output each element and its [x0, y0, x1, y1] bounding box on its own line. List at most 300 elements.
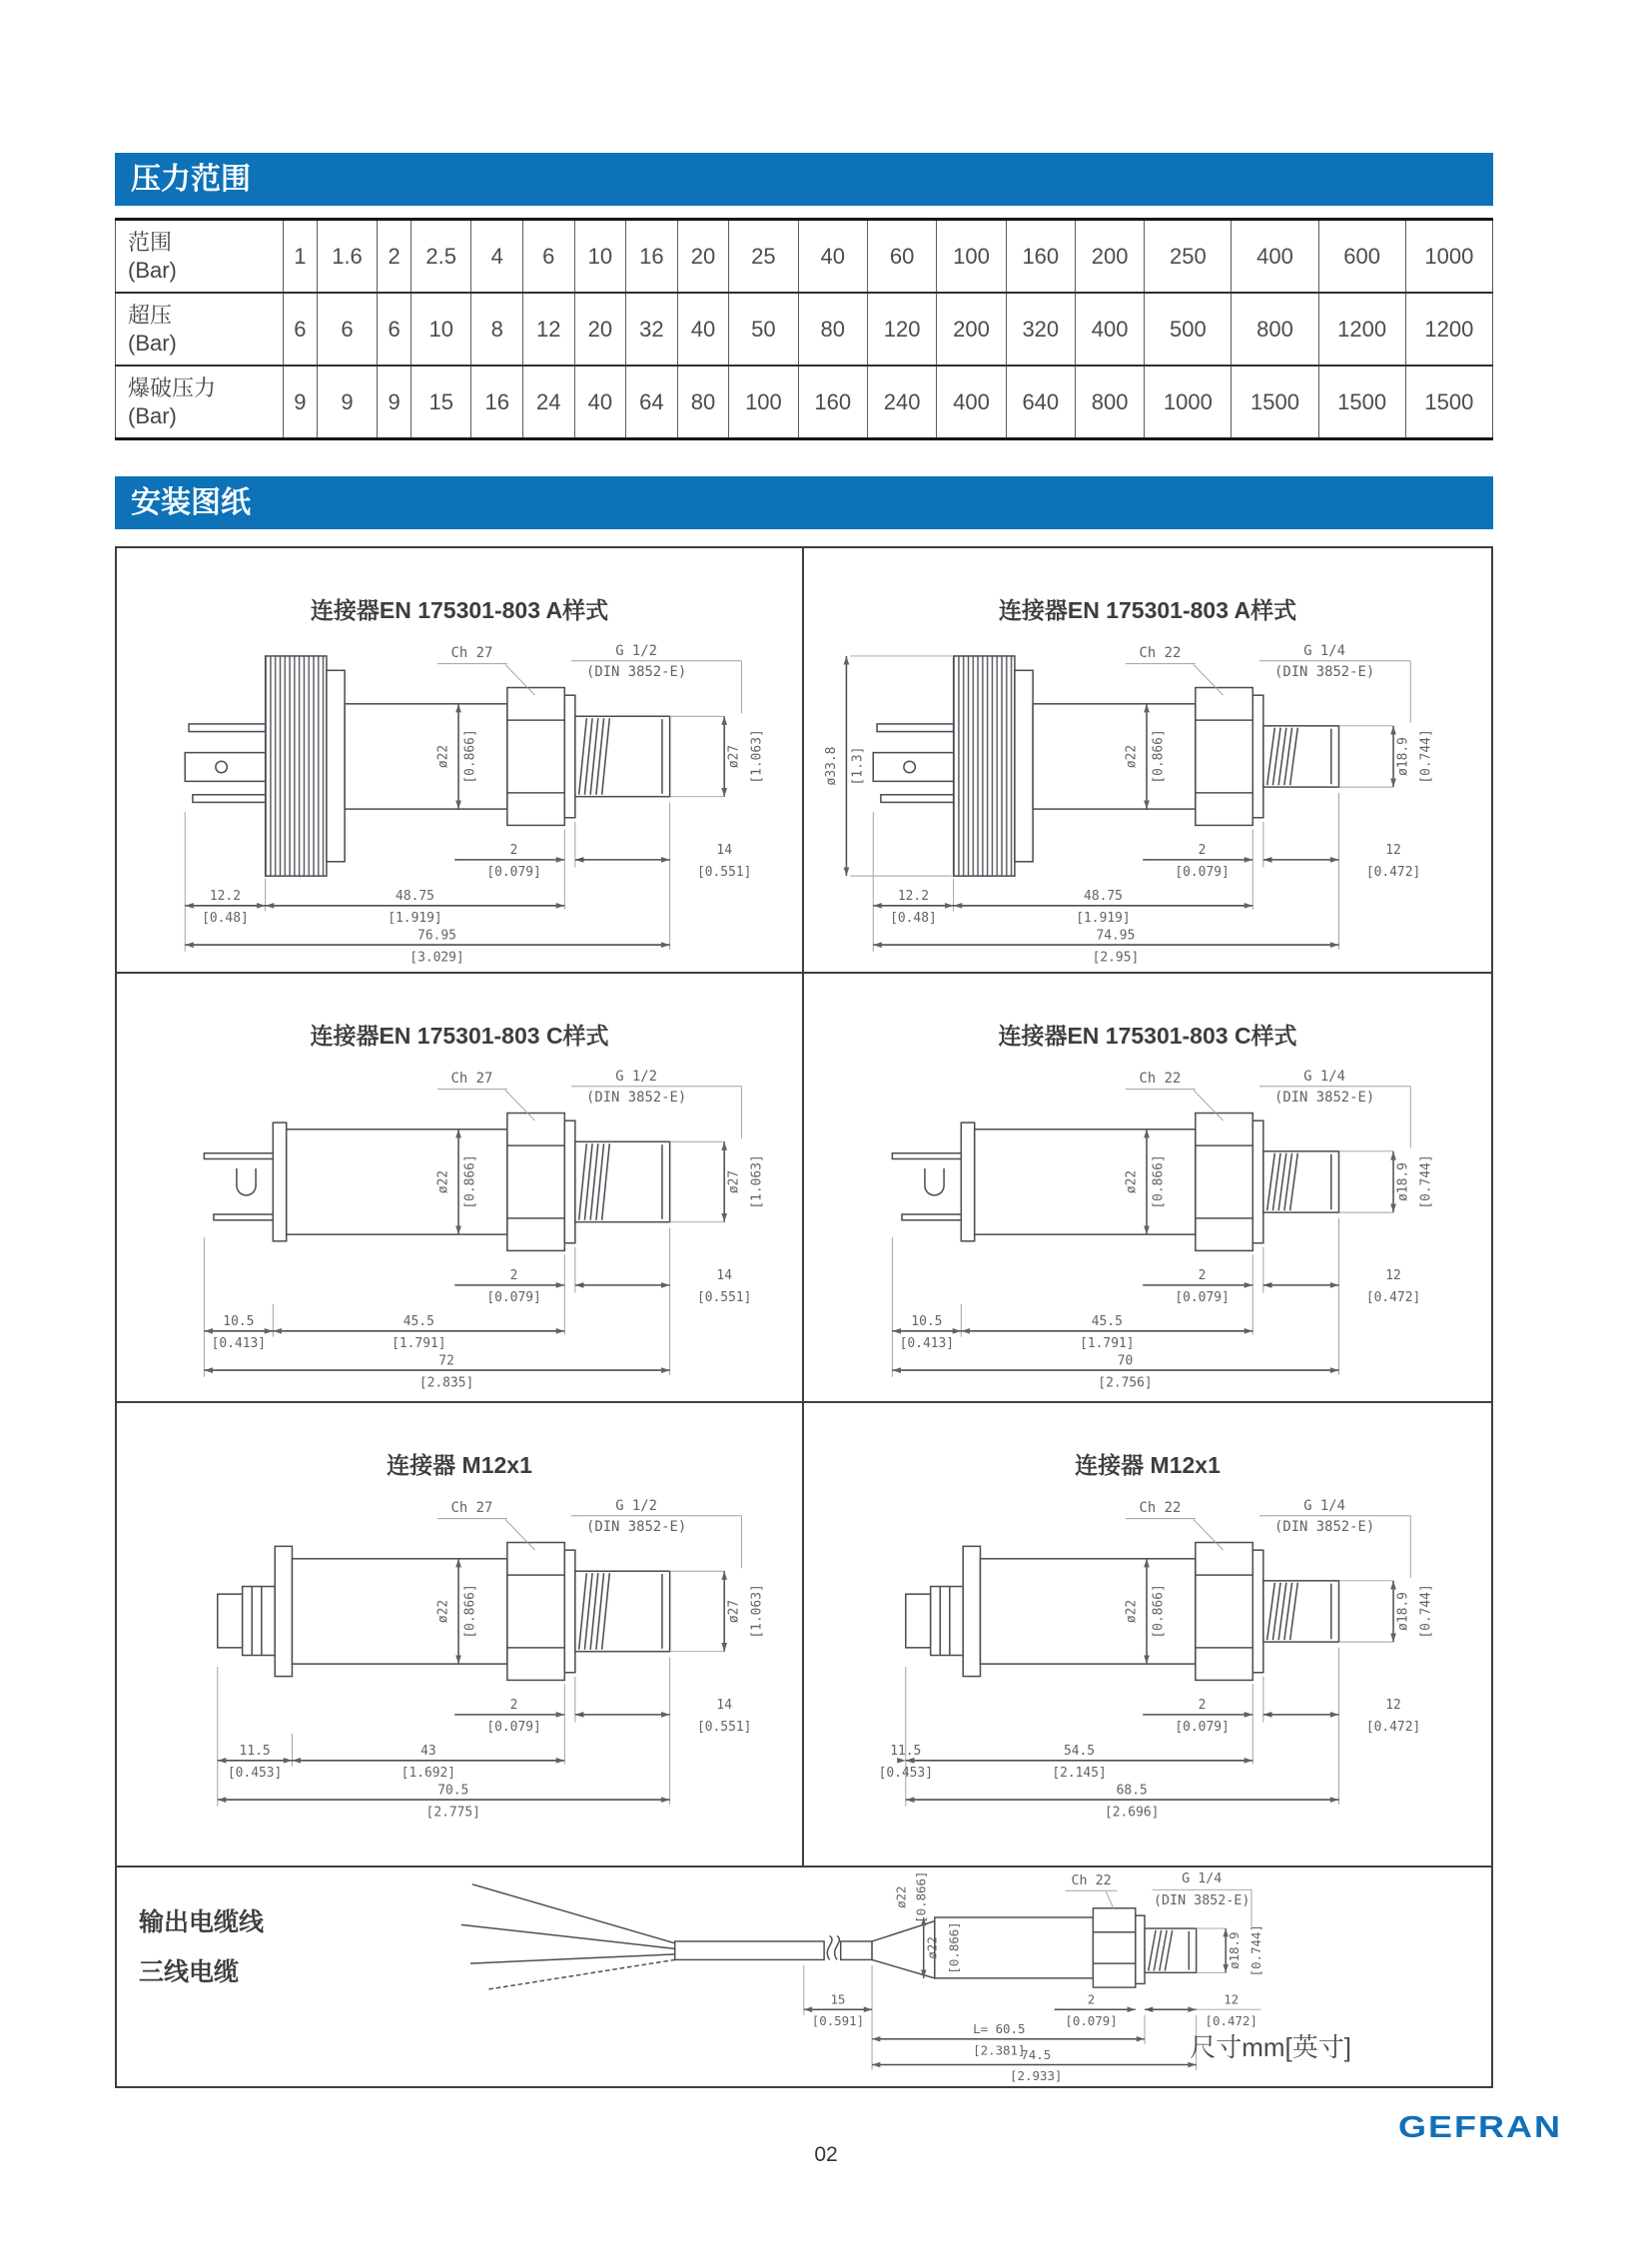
drawing-group — [879, 1498, 1434, 1820]
dim-arrow — [556, 1282, 565, 1288]
dim-text: ø22 — [435, 1599, 451, 1624]
hex-nut — [1196, 1114, 1252, 1251]
dim-text: [1.919] — [1076, 911, 1131, 927]
panel-title: 连接器EN 175301-803 A样式 — [310, 597, 609, 623]
washer — [564, 695, 575, 818]
dim-text: 54.5 — [1064, 1744, 1096, 1760]
connector-pin — [881, 795, 956, 803]
dim-text: ø27 — [726, 1169, 742, 1194]
dim-text: 2 — [1198, 843, 1207, 859]
m12-connector-end — [218, 1594, 243, 1648]
table-row — [116, 366, 1493, 439]
dim-text: [0.866] — [1151, 1584, 1167, 1639]
table-cell: 1.6 — [317, 220, 377, 294]
threaded-port — [575, 1571, 670, 1651]
threaded-port — [1263, 1151, 1339, 1212]
table-cell: 200 — [937, 293, 1006, 366]
dim-text: [2.696] — [1105, 1805, 1160, 1821]
connector-flange — [275, 1546, 292, 1676]
dim-text: [0.079] — [1175, 1720, 1230, 1736]
dim-text: [0.453] — [878, 1766, 933, 1782]
dim-text: (DIN 3852-E) — [585, 664, 687, 681]
table-cell: 100 — [729, 366, 798, 439]
table-cell: 2.5 — [412, 220, 471, 294]
pressure-range-table — [115, 218, 1493, 440]
panel-title: 连接器 M12x1 — [1075, 1452, 1221, 1478]
dim-text: G 1/4 — [1182, 1870, 1223, 1886]
cable-break — [827, 1935, 832, 1959]
table-cell: 500 — [1145, 293, 1232, 366]
table-cell: 6 — [378, 293, 412, 366]
panel-title: 连接器EN 175301-803 A样式 — [998, 597, 1297, 623]
table-cell: 160 — [1006, 220, 1075, 294]
table-cell: 80 — [798, 293, 867, 366]
dim-arrow — [1330, 942, 1339, 948]
shield-wire — [488, 1959, 674, 1989]
dim-text: [0.744] — [1418, 1584, 1434, 1639]
table-cell: 9 — [317, 366, 377, 439]
drawing-line — [1106, 1891, 1113, 1908]
dim-text: [1.791] — [1080, 1336, 1135, 1352]
dim-arrow — [1188, 2006, 1196, 2012]
dim-text: 12 — [1385, 1698, 1401, 1714]
dim-arrow — [1244, 1282, 1253, 1288]
table-cell: 400 — [937, 366, 1006, 439]
dim-arrow — [1390, 778, 1396, 787]
dim-arrow — [218, 1797, 227, 1803]
dim-text: 12.2 — [897, 889, 929, 905]
dim-arrow — [1330, 1797, 1339, 1803]
transducer-body — [1033, 704, 1196, 809]
dim-text: [0.866] — [462, 1584, 478, 1639]
content-column — [115, 153, 1493, 2088]
row-unit: (Bar) — [128, 257, 177, 283]
dim-arrow — [864, 2006, 872, 2012]
table-cell: 1500 — [1318, 366, 1405, 439]
table-cell: 6 — [523, 220, 575, 294]
table-cell: 400 — [1075, 293, 1144, 366]
dim-text: 68.5 — [1116, 1783, 1148, 1799]
dim-text: Ch 22 — [1139, 644, 1182, 661]
dim-arrow — [1390, 1203, 1396, 1212]
dim-text: L= 60.5 — [973, 2021, 1026, 2037]
table-cell: 6 — [317, 293, 377, 366]
dim-text: 2 — [1198, 1698, 1207, 1714]
dim-text: ø33.8 — [823, 746, 839, 786]
table-cell: 250 — [1145, 220, 1232, 294]
connector-flange — [1015, 670, 1033, 861]
dim-arrow — [804, 2006, 812, 2012]
dim-text: [0.866] — [462, 1154, 478, 1209]
table-cell: 400 — [1232, 220, 1318, 294]
table-cell: 12 — [523, 293, 575, 366]
dim-arrow — [1244, 857, 1253, 863]
hex-nut — [507, 1543, 564, 1681]
washer — [564, 1120, 575, 1243]
drawing-group — [185, 643, 764, 965]
dim-text: [1.791] — [392, 1336, 446, 1352]
table-cell: 640 — [1006, 366, 1075, 439]
dim-arrow — [556, 1758, 565, 1764]
dim-text: Ch 27 — [450, 1070, 493, 1087]
dim-arrow — [556, 857, 565, 863]
table-cell: 1000 — [1405, 220, 1492, 294]
knurled-connector — [266, 656, 327, 876]
dim-text: [2.381] — [973, 2042, 1026, 2058]
dim-text: [0.413] — [211, 1336, 267, 1352]
dim-text: [0.079] — [486, 865, 541, 881]
dim-arrow — [721, 1141, 727, 1150]
connector-collar — [961, 1122, 974, 1241]
dim-arrow — [721, 1643, 727, 1652]
dim-text: [1.692] — [401, 1766, 456, 1782]
dim-text: [0.866] — [946, 1921, 962, 1974]
dim-text: (DIN 3852-E) — [585, 1090, 687, 1107]
dim-text: [0.472] — [1365, 1290, 1421, 1306]
dim-text: [1.3] — [850, 746, 866, 786]
dim-arrow — [661, 1367, 670, 1373]
table-cell: 9 — [378, 366, 412, 439]
dim-arrow — [945, 903, 954, 909]
drawing-group — [824, 643, 1433, 965]
dim-text: [0.079] — [1065, 2012, 1118, 2028]
cable-stub — [841, 1941, 872, 1959]
dim-arrow — [844, 656, 850, 665]
table-cell: 15 — [412, 366, 471, 439]
dim-text: 76.95 — [417, 928, 456, 944]
row-label: 范围 — [128, 230, 173, 255]
dim-arrow — [1330, 1282, 1339, 1288]
dim-arrow — [954, 903, 963, 909]
drawing-group — [204, 1069, 764, 1390]
dim-text: [0.48] — [890, 911, 937, 927]
dim-text: [0.744] — [1418, 1154, 1434, 1209]
dim-arrow — [556, 903, 565, 909]
dim-arrow — [661, 1282, 670, 1288]
drawing-group — [892, 1069, 1433, 1390]
dim-text: 48.75 — [396, 889, 434, 905]
drawing-line — [470, 1954, 675, 1963]
hex-nut — [1093, 1908, 1135, 1987]
dim-text: [0.079] — [1175, 1290, 1230, 1306]
units-note: 尺寸mm[英寸] — [1190, 2032, 1351, 2062]
table-cell: 40 — [677, 293, 729, 366]
table-cell: 40 — [798, 220, 867, 294]
table-cell: 120 — [867, 293, 936, 366]
dim-arrow — [265, 1328, 274, 1334]
washer — [1252, 1550, 1263, 1673]
row-label-cell — [116, 366, 284, 439]
dim-arrow — [872, 2036, 880, 2042]
dim-arrow — [185, 942, 194, 948]
dim-arrow — [1244, 1328, 1253, 1334]
dim-text: [0.866] — [462, 729, 478, 784]
connector-flange — [327, 670, 345, 861]
dim-arrow — [266, 903, 275, 909]
dim-text: [2.775] — [425, 1805, 480, 1821]
dim-text: [2.835] — [418, 1375, 474, 1391]
drawing-panel — [804, 974, 1491, 1403]
transducer-drawing — [117, 632, 802, 969]
dim-text: [0.744] — [1248, 1923, 1264, 1977]
drawing-panel — [804, 1403, 1491, 1868]
dim-arrow — [721, 1213, 727, 1222]
pressure-section-header — [115, 153, 1493, 206]
pressure-section-title: 压力范围 — [131, 163, 251, 196]
dim-text: ø22 — [1124, 1599, 1140, 1624]
gefran-logo: GEFRAN — [1398, 2109, 1562, 2144]
table-cell: 100 — [937, 220, 1006, 294]
table-cell: 16 — [471, 366, 523, 439]
dim-text: ø18.9 — [1395, 1162, 1411, 1201]
table-cell: 240 — [867, 366, 936, 439]
dim-text: [0.551] — [696, 1720, 752, 1736]
dim-text: ø22 — [893, 1885, 909, 1908]
dim-text: 70.5 — [437, 1783, 469, 1799]
dim-arrow — [953, 1328, 962, 1334]
threaded-port — [1263, 726, 1339, 787]
dim-text: (DIN 3852-E) — [1273, 1090, 1375, 1107]
dim-text: Ch 22 — [1139, 1070, 1182, 1087]
page-number: 02 — [814, 2143, 838, 2166]
dim-text: ø27 — [726, 1599, 742, 1624]
dim-text: 2 — [509, 843, 518, 859]
dim-arrow — [218, 1758, 227, 1764]
dim-text: Ch 22 — [1139, 1499, 1182, 1516]
dim-text: [1.063] — [749, 1154, 765, 1209]
dim-text: 10.5 — [911, 1314, 943, 1330]
washer — [1252, 1120, 1263, 1243]
transducer-drawing — [804, 1058, 1491, 1394]
dim-text: [1.063] — [749, 729, 765, 784]
dim-text: 10.5 — [223, 1314, 255, 1330]
table-cell: 80 — [677, 366, 729, 439]
table-row — [116, 220, 1493, 294]
dim-text: 45.5 — [1091, 1314, 1123, 1330]
hex-nut — [507, 688, 564, 826]
dim-text: ø22 — [435, 1169, 451, 1194]
dim-text: G 1/2 — [615, 642, 658, 659]
dim-text: 12.2 — [209, 889, 241, 905]
drawings-section-header — [115, 476, 1493, 529]
row-label-cell — [116, 220, 284, 294]
drawings-section-title: 安装图纸 — [131, 486, 251, 519]
dim-text: ø18.9 — [1395, 1592, 1411, 1631]
dim-text: 11.5 — [890, 1744, 922, 1760]
dim-text: 70 — [1117, 1353, 1134, 1369]
dim-arrow — [873, 942, 882, 948]
dim-arrow — [1330, 1712, 1339, 1718]
dim-text: 72 — [438, 1353, 454, 1369]
dim-arrow — [204, 1367, 213, 1373]
table-cell: 8 — [471, 293, 523, 366]
table-cell: 9 — [284, 366, 318, 439]
table-cell: 24 — [523, 366, 575, 439]
dim-text: Ch 27 — [450, 644, 493, 661]
dim-text: [0.472] — [1365, 1720, 1421, 1736]
dim-text: Ch 22 — [1071, 1872, 1112, 1888]
table-row — [116, 293, 1493, 366]
table-cell: 320 — [1006, 293, 1075, 366]
dim-text: [0.866] — [1151, 729, 1167, 784]
cable-label-line: 三线电缆 — [139, 1958, 240, 1986]
table-cell: 160 — [798, 366, 867, 439]
dim-text: 2 — [1198, 1268, 1207, 1284]
row-unit: (Bar) — [128, 402, 177, 428]
drawing-panel — [117, 1403, 804, 1868]
dim-arrow — [204, 1328, 213, 1334]
drawing-line — [461, 1924, 675, 1948]
dim-text: 45.5 — [403, 1314, 434, 1330]
dim-text: G 1/4 — [1303, 1068, 1346, 1085]
dim-text: [0.591] — [811, 2012, 865, 2028]
dim-text: 14 — [716, 1268, 732, 1284]
dim-text: 11.5 — [239, 1744, 271, 1760]
dim-text: ø18.9 — [1395, 737, 1411, 776]
row-unit: (Bar) — [128, 330, 177, 356]
dim-arrow — [872, 2062, 880, 2068]
table-cell: 1200 — [1318, 293, 1405, 366]
table-cell: 10 — [574, 220, 626, 294]
dim-text: 43 — [420, 1744, 436, 1760]
dim-text: [0.453] — [227, 1766, 283, 1782]
transducer-drawing — [117, 1487, 802, 1824]
dim-arrow — [661, 1712, 670, 1718]
dim-arrow — [556, 1712, 565, 1718]
dim-arrow — [661, 857, 670, 863]
hex-nut — [1196, 688, 1252, 826]
dim-text: 12 — [1385, 1268, 1401, 1284]
threaded-port — [575, 1141, 670, 1221]
cable-output-panel — [117, 1868, 1491, 2086]
dim-text: 2 — [1087, 1991, 1096, 2007]
dim-text: [2.933] — [1010, 2068, 1063, 2083]
dim-arrow — [721, 1571, 727, 1580]
m12-connector — [243, 1587, 276, 1656]
connector-pin-hook — [925, 1168, 944, 1195]
dim-text: [2.145] — [1052, 1766, 1107, 1782]
row-label-cell — [116, 293, 284, 366]
drawing-group — [461, 1870, 1263, 2083]
transducer-drawing — [804, 632, 1491, 969]
dim-text: G 1/4 — [1303, 1497, 1346, 1514]
table-cell: 2 — [378, 220, 412, 294]
table-cell: 40 — [574, 366, 626, 439]
dim-text: G 1/4 — [1303, 642, 1346, 659]
table-cell: 4 — [471, 220, 523, 294]
dim-text: 2 — [509, 1698, 518, 1714]
dim-text: 74.5 — [1021, 2047, 1052, 2062]
dim-arrow — [1244, 903, 1253, 909]
dim-text: 15 — [830, 1991, 846, 2007]
dim-text: ø22 — [435, 744, 451, 769]
connector-pin — [193, 795, 268, 803]
dim-arrow — [1330, 1367, 1339, 1373]
table-cell: 32 — [626, 293, 678, 366]
table-cell: 200 — [1075, 220, 1144, 294]
threaded-port — [1263, 1581, 1339, 1642]
dim-text: [1.063] — [749, 1584, 765, 1639]
table-cell: 6 — [284, 293, 318, 366]
threaded-port — [575, 716, 670, 796]
dim-text: Ch 27 — [450, 1499, 493, 1516]
dim-arrow — [556, 1328, 565, 1334]
table-cell: 25 — [729, 220, 798, 294]
washer — [1136, 1915, 1145, 1983]
dim-text: [0.413] — [899, 1336, 955, 1352]
cable-break — [835, 1935, 840, 1959]
cable-output-labels — [139, 1897, 264, 1997]
dim-arrow — [1330, 857, 1339, 863]
table-cell: 10 — [412, 293, 471, 366]
dim-text: [0.472] — [1205, 2012, 1257, 2028]
table-cell: 1200 — [1405, 293, 1492, 366]
dim-arrow — [1390, 1581, 1396, 1590]
connector-flange — [963, 1546, 980, 1676]
table-cell: 800 — [1075, 366, 1144, 439]
dim-arrow — [721, 716, 727, 725]
dim-text: ø22 — [1124, 744, 1140, 769]
connector-pin — [185, 753, 267, 782]
table-cell: 16 — [626, 220, 678, 294]
dim-arrow — [1390, 1151, 1396, 1160]
dim-text: [0.472] — [1365, 865, 1421, 881]
drawing-group — [218, 1498, 765, 1820]
table-cell: 600 — [1318, 220, 1405, 294]
dim-text: [2.95] — [1092, 950, 1140, 966]
dim-text: ø27 — [726, 744, 742, 769]
table-cell: 20 — [677, 220, 729, 294]
dim-text: [0.079] — [486, 1290, 541, 1306]
dim-text: [0.079] — [486, 1720, 541, 1736]
dim-text: 14 — [716, 1698, 732, 1714]
dim-text: 14 — [716, 843, 732, 859]
dim-arrow — [873, 903, 882, 909]
dim-text: 74.95 — [1096, 928, 1136, 944]
dim-text: 12 — [1385, 843, 1401, 859]
dim-text: [0.551] — [696, 1290, 752, 1306]
dim-arrow — [892, 1367, 901, 1373]
connector-pin-hook — [237, 1168, 256, 1195]
dim-text: ø22 — [1124, 1169, 1140, 1194]
row-label: 超压 — [128, 303, 173, 328]
dim-arrow — [1244, 1758, 1253, 1764]
dim-text: 48.75 — [1084, 889, 1123, 905]
drawing-panel — [804, 548, 1491, 974]
dim-text: ø22 — [924, 1936, 940, 1959]
table-cell: 20 — [574, 293, 626, 366]
dim-text: 12 — [1224, 1991, 1239, 2007]
hex-nut — [507, 1114, 564, 1251]
dim-text: [0.744] — [1418, 729, 1434, 784]
connector-pin — [873, 753, 955, 782]
row-label: 爆破压力 — [128, 375, 217, 400]
dim-arrow — [185, 903, 194, 909]
hex-nut — [1196, 1543, 1252, 1681]
drawing-panel — [117, 548, 804, 974]
panel-title: 连接器EN 175301-803 C样式 — [998, 1023, 1297, 1049]
table-cell: 1500 — [1405, 366, 1492, 439]
transducer-drawing — [117, 1058, 802, 1394]
dim-text: [1.919] — [388, 911, 442, 927]
dim-arrow — [1390, 1633, 1396, 1642]
m12-connector-end — [906, 1594, 931, 1648]
connector-pin — [877, 724, 954, 732]
panel-title: 连接器EN 175301-803 C样式 — [310, 1023, 609, 1049]
drawing-panel — [117, 974, 804, 1403]
washer — [564, 1550, 575, 1673]
dim-arrow — [257, 903, 266, 909]
